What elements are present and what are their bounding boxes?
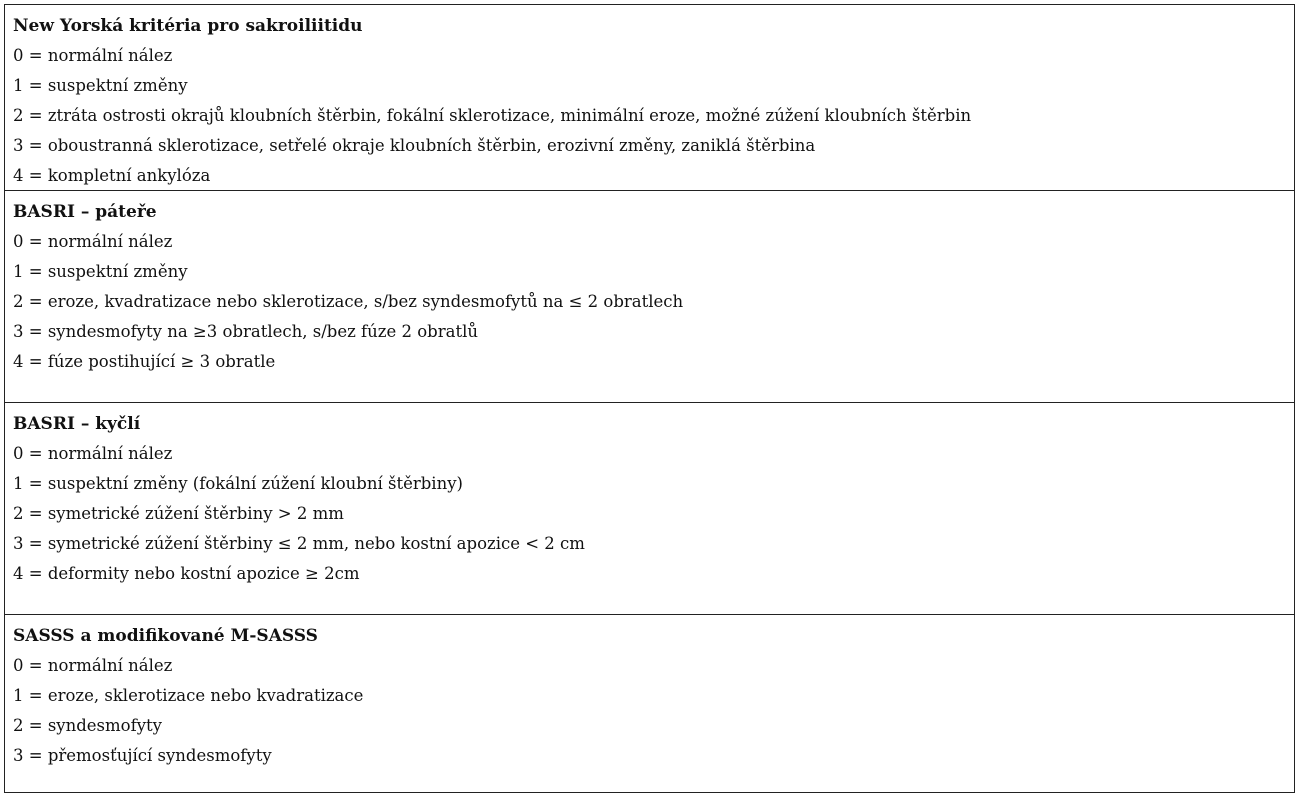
list-item: 2 = syndesmofyty [13,716,162,735]
list-item: 1 = suspektní změny [13,262,188,281]
list-item: 4 = deformity nebo kostní apozice ≥ 2cm [13,564,360,583]
list-item: 1 = eroze, sklerotizace nebo kvadratizace [13,686,364,705]
list-item: 3 = přemosťující syndesmofyty [13,746,272,765]
section-heading: SASSS a modifikované M-SASSS [13,626,318,646]
list-item: 0 = normální nález [13,232,173,251]
list-item: 1 = suspektní změny (fokální zúžení kloubní štěrbiny) [13,474,463,493]
section-basri-spine [5,191,1294,403]
list-item: 0 = normální nález [13,46,173,65]
list-item: 3 = symetrické zúžení štěrbiny ≤ 2 mm, nebo kostní apozice < 2 cm [13,534,585,553]
list-item: 4 = fúze postihující ≥ 3 obratle [13,352,276,371]
list-item: 0 = normální nález [13,444,173,463]
section-new-york-criteria [5,5,1294,191]
list-item: 3 = syndesmofyty na ≥3 obratlech, s/bez fúze 2 obratlů [13,322,478,341]
list-item: 3 = oboustranná sklerotizace, setřelé okraje kloubních štěrbin, erozivní změny, zaniklá štěrbina [13,136,816,155]
list-item: 4 = kompletní ankylóza [13,166,211,185]
scoring-criteria-table [4,4,1295,793]
section-sasss [5,615,1294,791]
list-item: 1 = suspektní změny [13,76,188,95]
list-item: 0 = normální nález [13,656,173,675]
list-item: 2 = symetrické zúžení štěrbiny > 2 mm [13,504,344,523]
section-heading: New Yorská kritéria pro sakroiliitidu [13,16,363,36]
list-item: 2 = eroze, kvadratizace nebo sklerotizace, s/bez syndesmofytů na ≤ 2 obratlech [13,292,684,311]
section-heading: BASRI – páteře [13,202,157,222]
section-basri-hip [5,403,1294,615]
section-heading: BASRI – kyčlí [13,414,141,434]
list-item: 2 = ztráta ostrosti okrajů kloubních štěrbin, fokální sklerotizace, minimální eroze, možné zúžení kloubních štěrbin [13,106,972,125]
